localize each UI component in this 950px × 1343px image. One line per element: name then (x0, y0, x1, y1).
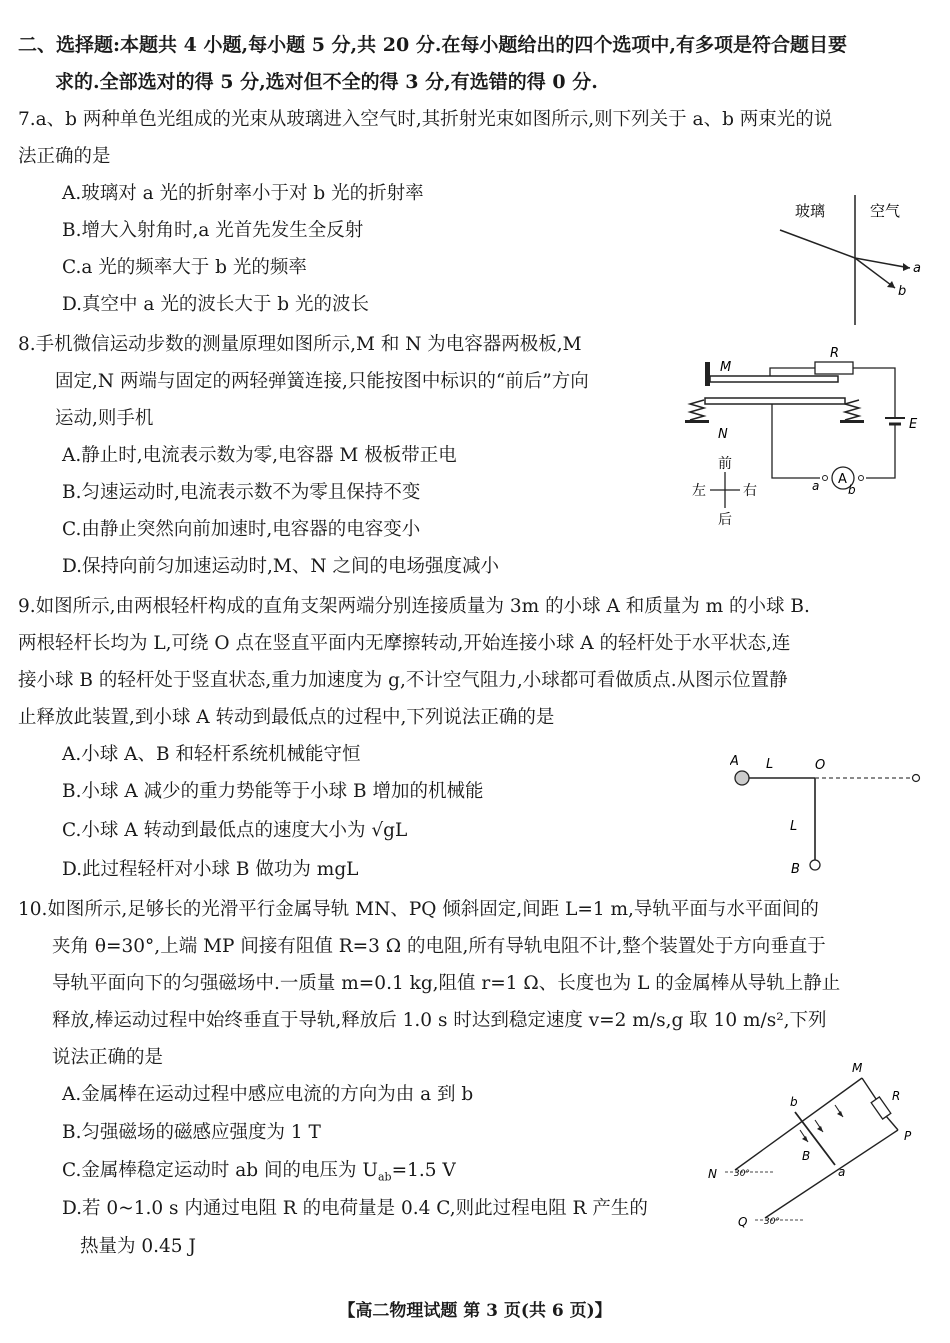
label-a: A (730, 754, 739, 769)
q10-stem-line3: 导轨平面向下的匀强磁场中.一质量 m=0.1 kg,阻值 r=1 Ω、长度也为 L 的金属棒从导轨上静止 (52, 973, 841, 994)
label-angle-upper: 30° (734, 1169, 750, 1179)
q8-option-b: B.匀速运动时,电流表示数不为零且保持不变 (62, 482, 421, 503)
q7-option-b: B.增大入射角时,a 光首先发生全反射 (62, 220, 364, 241)
label-a: a (812, 479, 820, 493)
label-o: O (815, 758, 826, 773)
metal-bar (795, 1112, 835, 1165)
label-right: 右 (743, 483, 757, 499)
label-b-end: b (790, 1095, 798, 1109)
q8-stem-line2: 固定,N 两端与固定的两轻弹簧连接,只能按图中标识的“前后”方向 (55, 371, 589, 392)
q10-option-d: D.若 0~1.0 s 内通过电阻 R 的电荷量是 0.4 C,则此过程电阻 R 产生的 (62, 1198, 648, 1219)
resistor-r (871, 1097, 891, 1119)
q7-option-c: C.a 光的频率大于 b 光的频率 (62, 257, 307, 278)
label-back: 后 (718, 512, 732, 528)
q10-stem-line5: 说法正确的是 (52, 1047, 164, 1068)
plate-n (705, 398, 845, 404)
section-title-line2: 求的.全部选对的得 5 分,选对但不全的得 3 分,有选错的得 0 分. (55, 71, 598, 93)
q10-option-a: A.金属棒在运动过程中感应电流的方向为由 a 到 b (62, 1084, 474, 1105)
label-m: M (720, 360, 732, 375)
label-b-field: B (802, 1149, 811, 1163)
rail-mn (735, 1078, 862, 1170)
q9-stem-line3: 接小球 B 的轻杆处于竖直状态,重力加速度为 g,不计空气阻力,小球都可看做质点.从图示位置静 (18, 670, 788, 691)
ball-b (810, 860, 820, 870)
spring-left (690, 400, 704, 420)
resistor-r (815, 362, 853, 374)
q9-stem-line1: 9.如图所示,由两根轻杆构成的直角支架两端分别连接质量为 3m 的小球 A 和质量为 m 的小球 B. (18, 596, 810, 617)
ray-b (855, 258, 895, 288)
q10-option-c-value: =1.5 V (391, 1160, 456, 1181)
label-b: b (848, 483, 856, 497)
q7-refraction-figure (760, 190, 940, 330)
wire-bottom (772, 404, 820, 478)
label-n: N (708, 1167, 717, 1181)
q9-option-b: B.小球 A 减少的重力势能等于小球 B 增加的机械能 (62, 781, 484, 802)
ball-a-final-position (913, 775, 920, 782)
q7-stem-line2: 法正确的是 (18, 146, 111, 167)
q8-stem-line1: 8.手机微信运动步数的测量原理如图所示,M 和 N 为电容器两极板,M (18, 334, 582, 355)
label-a: a (913, 261, 921, 276)
b-field-arrowhead-2 (817, 1126, 823, 1132)
label-front: 前 (718, 456, 732, 472)
label-m: M (852, 1061, 863, 1075)
label-r: R (892, 1089, 901, 1103)
spring-right-base (840, 420, 864, 423)
wire-right (866, 424, 895, 478)
spring-left-base (685, 420, 709, 423)
label-l1: L (766, 757, 774, 772)
q10-option-d-cont: 热量为 0.45 J (80, 1236, 196, 1257)
ray-a-arrow (903, 263, 910, 271)
air-label: 空气 (870, 202, 901, 220)
glass-label: 玻璃 (795, 202, 826, 220)
rail-pq (765, 1130, 898, 1218)
label-ammeter: A (838, 472, 847, 487)
label-r: R (830, 346, 840, 361)
q10-option-c-subscript: ab (377, 1170, 392, 1184)
wire-top-left (770, 368, 815, 376)
label-angle-lower: 30° (764, 1217, 780, 1227)
b-field-arrowhead-1 (802, 1136, 808, 1142)
b-field-arrowhead-3 (837, 1111, 843, 1117)
ball-a (735, 771, 749, 785)
spring-right (845, 400, 859, 420)
terminal-a (823, 476, 828, 481)
plate-m (710, 376, 838, 382)
q9-option-c: C.小球 A 转动到最低点的速度大小为 √gL (62, 820, 408, 841)
terminal-b (859, 476, 864, 481)
q8-option-c: C.由静止突然向前加速时,电容器的电容变小 (62, 519, 421, 540)
q9-rod-figure (730, 748, 935, 878)
ray-a (855, 258, 910, 268)
wire-r-p (886, 1116, 898, 1130)
wire-top-right (853, 368, 895, 418)
q10-option-b: B.匀强磁场的磁感应强度为 1 T (62, 1122, 321, 1143)
wire-m-r (862, 1078, 878, 1102)
q8-option-d: D.保持向前匀加速运动时,M、N 之间的电场强度减小 (62, 556, 499, 577)
q7-option-a: A.玻璃对 a 光的折射率小于对 b 光的折射率 (62, 183, 424, 204)
q10-rail-figure (700, 1060, 930, 1230)
label-l2: L (790, 819, 798, 834)
page-footer: 【高二物理试题 第 3 页(共 6 页)】 (338, 1301, 612, 1321)
q9-stem-line4: 止释放此装置,到小球 A 转动到最低点的过程中,下列说法正确的是 (18, 707, 555, 728)
label-b: B (791, 862, 800, 877)
q10-stem-line2: 夹角 θ=30°,上端 MP 间接有阻值 R=3 Ω 的电阻,所有导轨电阻不计,整个装置处于方向垂直于 (52, 936, 826, 957)
q10-stem-line4: 释放,棒运动过程中始终垂直于导轨,释放后 1.0 s 时达到稳定速度 v=2 m/s,g 取 10 m/s²,下列 (52, 1010, 827, 1031)
label-left: 左 (692, 483, 706, 499)
q7-stem-line1: 7.a、b 两种单色光组成的光束从玻璃进入空气时,其折射光束如图所示,则下列关于 a、b 两束光的说 (18, 109, 833, 130)
incident-ray (780, 230, 855, 258)
label-q: Q (738, 1215, 748, 1229)
label-b: b (898, 284, 907, 299)
q8-option-a: A.静止时,电流表示数为零,电容器 M 极板带正电 (62, 445, 457, 466)
q7-option-d: D.真空中 a 光的波长大于 b 光的波长 (62, 294, 369, 315)
q8-stem-line3: 运动,则手机 (55, 408, 154, 429)
label-n: N (718, 427, 728, 442)
q9-option-d: D.此过程轻杆对小球 B 做功为 mgL (62, 859, 359, 880)
q8-capacitor-figure (680, 340, 930, 530)
q9-option-a: A.小球 A、B 和轻杆系统机械能守恒 (62, 744, 361, 765)
label-a-end: a (838, 1165, 846, 1179)
label-e: E (909, 417, 918, 432)
section-title-line1: 二、选择题:本题共 4 小题,每小题 5 分,共 20 分.在每小题给出的四个选项中,有多项是符合题目要 (18, 34, 848, 56)
label-p: P (904, 1129, 912, 1143)
q9-stem-line2: 两根轻杆长均为 L,可绕 O 点在竖直平面内无摩擦转动,开始连接小球 A 的轻杆处于水平状态,连 (18, 633, 791, 654)
q10-stem-line1: 10.如图所示,足够长的光滑平行金属导轨 MN、PQ 倾斜固定,间距 L=1 m,导轨平面与水平面间的 (18, 899, 819, 920)
q10-option-c-text: C.金属棒稳定运动时 ab 间的电压为 U (62, 1160, 378, 1181)
q10-option-c (62, 1156, 456, 1184)
